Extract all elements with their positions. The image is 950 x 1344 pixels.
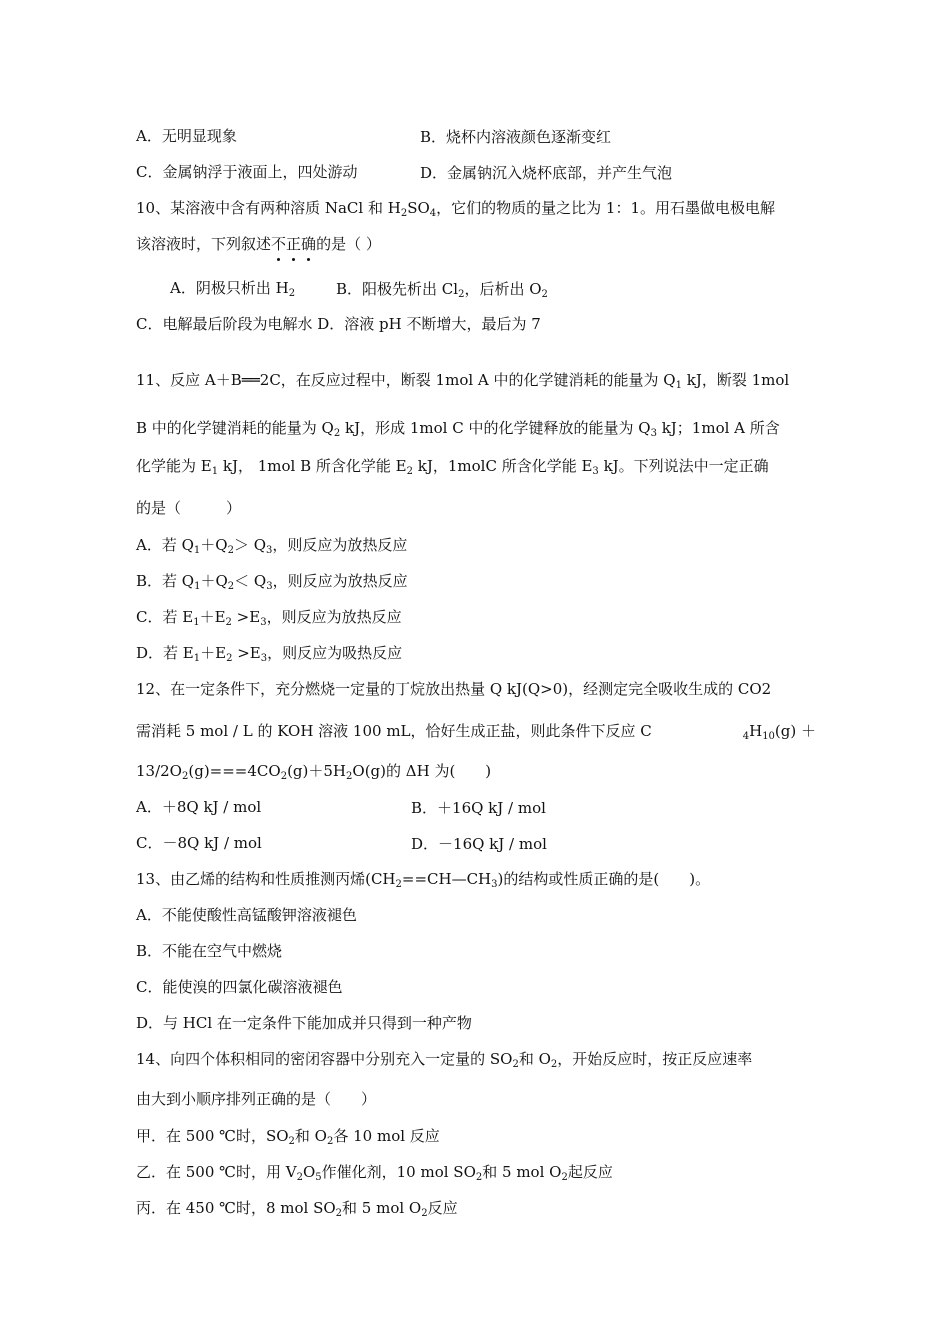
q11-option-d: D．若 $E_1+E_2 >E_3$，则反应为吸热反应 — [136, 644, 403, 664]
q12-stem-line3: $13/2O_2(g)===4CO_2(g)+5H_2O(g)$的 ΔH 为( ) — [136, 762, 492, 782]
q10-option-a: A．阴极只析出 $H_2$ — [170, 279, 296, 299]
q13-option-d: D．与 HCl 在一定条件下能加成并只得到一种产物 — [136, 1014, 472, 1032]
q12-option-d: D．－16Q kJ / mol — [411, 835, 547, 853]
q12-option-c: C．－8Q kJ / mol — [136, 834, 262, 852]
q12-option-b: B．＋16Q kJ / mol — [411, 799, 546, 817]
q9-option-b: B．烧杯内溶液颜色逐渐变红 — [420, 128, 612, 146]
q14-item-yi: 乙．在 500 ℃时，用 $V_2O_5$作催化剂，10 mol $SO_2$和 5 mol $O_2$起反应 — [136, 1163, 613, 1183]
q14-item-jia: 甲．在 500 ℃时，$SO_2$和 $O_2$各 10 mol 反应 — [136, 1127, 440, 1147]
q11-stem-line2: B 中的化学键消耗的能量为 $Q_2$ kJ，形成 1mol C 中的化学键释放的能量为 $Q_3$ kJ；1mol A 所含 — [136, 419, 780, 439]
q12-option-a: A．＋8Q kJ / mol — [136, 798, 262, 816]
q11-stem-line4: 的是（ ） — [136, 499, 242, 517]
q9-option-c: C．金属钠浮于液面上，四处游动 — [136, 163, 358, 181]
q13-option-a: A．不能使酸性高锰酸钾溶液褪色 — [136, 906, 357, 924]
q11-stem-line1: 11、反应 A＋B══2C，在反应过程中，断裂 1mol A 中的化学键消耗的能量为 $Q_1$ kJ，断裂 1mol — [136, 371, 790, 391]
q12-stem-line2: 需消耗 5 mol / L 的 KOH 溶液 100 mL，恰好生成正盐，则此条件下反应 C $_4H_{10}(g)$ ＋ — [136, 722, 816, 742]
q10-stem-line1: 10、某溶液中含有两种溶质 NaCl 和 $H_2SO_4$，它们的物质的量之比为 1：1。用石墨做电极电解 — [136, 199, 776, 219]
q13-option-c: C．能使溴的四氯化碳溶液褪色 — [136, 978, 343, 996]
q14-stem-line2: 由大到小顺序排列正确的是（ ） — [136, 1090, 377, 1108]
q13-stem: 13、由乙烯的结构和性质推测丙烯$(CH_2==CH—CH_3)$的结构或性质正确的是( )。 — [136, 870, 711, 890]
q14-stem-line1: 14、向四个体积相同的密闭容器中分别充入一定量的 $SO_2$和 $O_2$，开始反应时，按正反应速率 — [136, 1050, 753, 1070]
q9-option-a: A．无明显现象 — [136, 127, 237, 145]
q10-option-cd: C．电解最后阶段为电解水 D．溶液 pH 不断增大，最后为 7 — [136, 315, 541, 333]
q11-option-c: C．若 $E_1+E_2 >E_3$，则反应为放热反应 — [136, 608, 402, 628]
q14-item-bing: 丙．在 450 ℃时，8 mol $SO_2$和 5 mol $O_2$反应 — [136, 1199, 458, 1219]
q9-option-d: D．金属钠沉入烧杯底部，并产生气泡 — [420, 164, 673, 182]
q12-stem-line1: 12、在一定条件下，充分燃烧一定量的丁烷放出热量 Q kJ(Q>0)，经测定完全吸收生成的 CO2 — [136, 680, 772, 698]
q10-option-b: B．阳极先析出 $Cl_2$，后析出 $O_2$ — [336, 280, 548, 300]
q10-stem-line2: 该溶液时，下列叙述不正确的是（ ） — [136, 235, 381, 253]
q11-option-b: B．若 $Q_1+Q_2< Q_3$，则反应为放热反应 — [136, 572, 408, 592]
q13-option-b: B．不能在空气中燃烧 — [136, 942, 283, 960]
q11-stem-line3: 化学能为 $E_1$ kJ， 1mol B 所含化学能 $E_2$ kJ，1molC 所含化学能 $E_3$ kJ。下列说法中一定正确 — [136, 457, 769, 477]
q11-option-a: A．若 $Q_1+Q_2> Q_3$，则反应为放热反应 — [136, 536, 408, 556]
